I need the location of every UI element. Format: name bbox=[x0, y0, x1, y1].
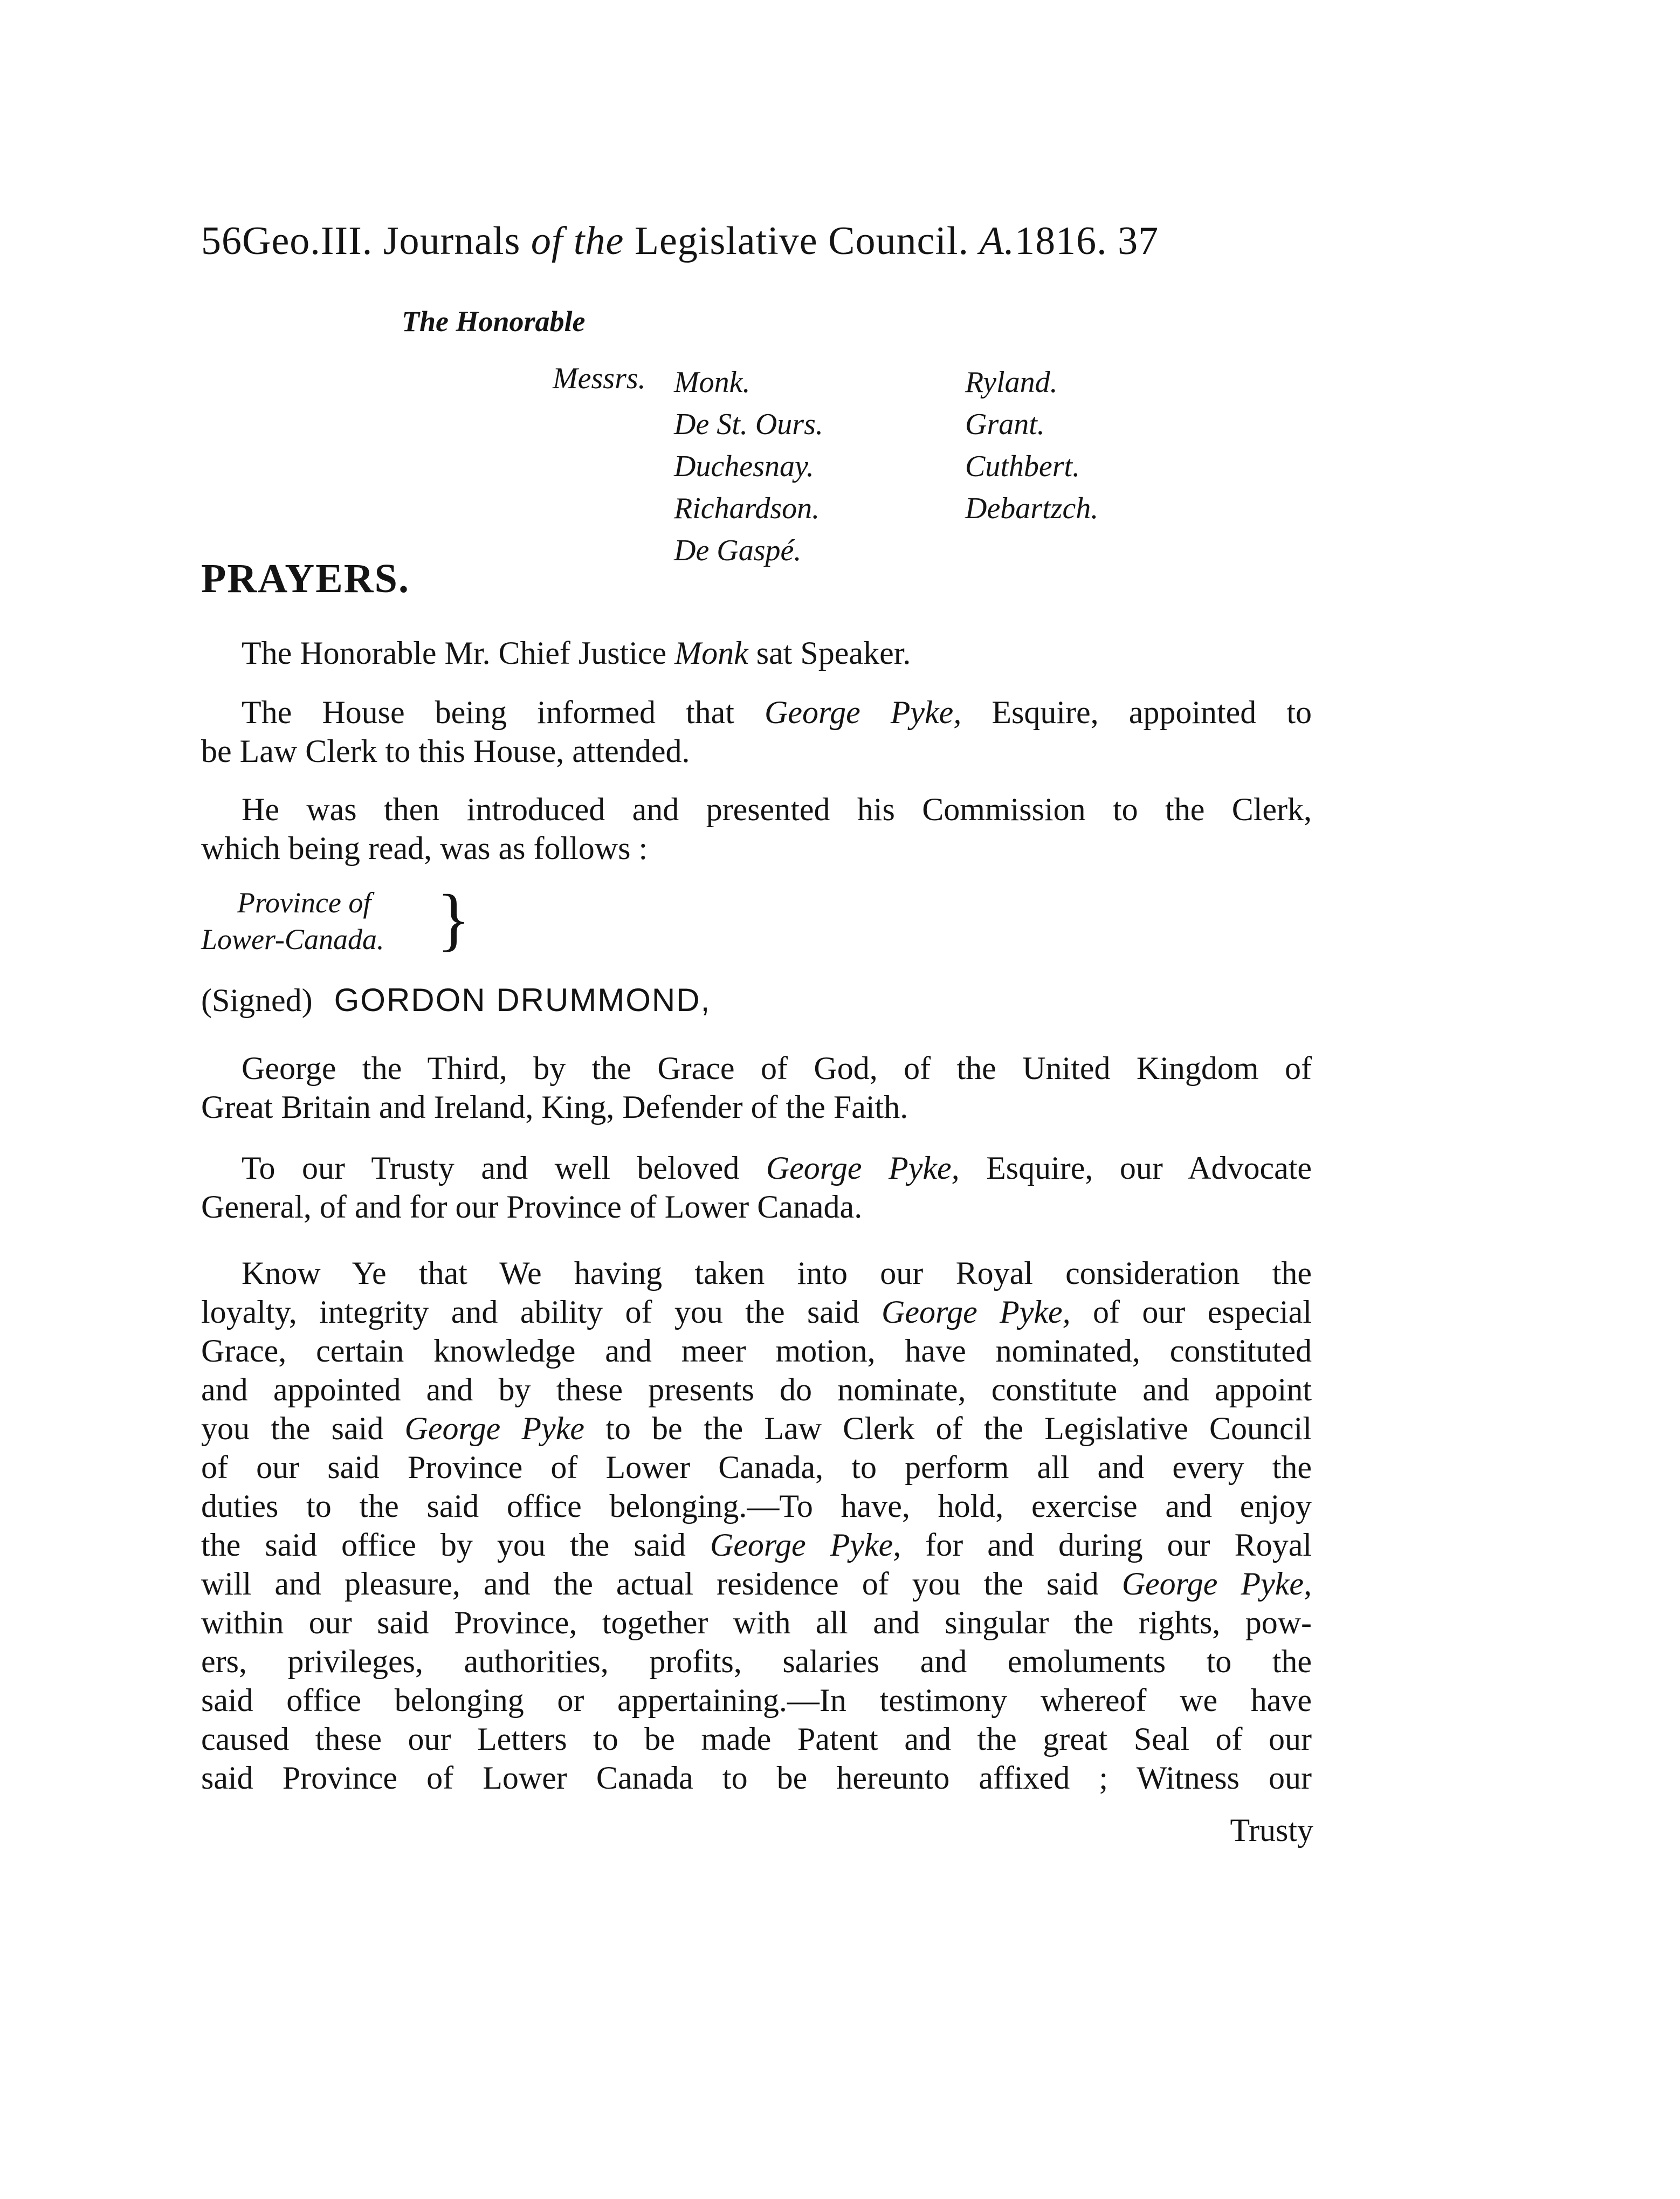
text-line: He was then introduced and presented his Commission to the Clerk, bbox=[242, 792, 1312, 827]
prayers-heading: PRAYERS. bbox=[201, 556, 410, 601]
page-number: 37 bbox=[1118, 219, 1159, 263]
text-line: George the Third, by the Grace of God, of the United Kingdom of bbox=[242, 1050, 1312, 1086]
text-line: said office belonging or appertaining.—In testimony whereof we have bbox=[201, 1682, 1312, 1718]
brace-symbol: } bbox=[437, 881, 471, 958]
text-run: to be the Law Clerk of the Legislative Council bbox=[584, 1411, 1312, 1446]
text-line: which being read, was as follows : bbox=[201, 830, 648, 866]
know-ye-paragraph bbox=[201, 1254, 1312, 1797]
king-paragraph bbox=[201, 1049, 1312, 1126]
text-run: you the said bbox=[201, 1411, 405, 1446]
speaker-paragraph bbox=[201, 634, 1312, 672]
person-name: George Pyke, bbox=[1121, 1566, 1312, 1602]
text-line: within our said Province, together with all and singular the rights, pow- bbox=[201, 1605, 1312, 1640]
province-line: Lower-Canada. bbox=[201, 923, 384, 956]
header-journals: Journals bbox=[383, 219, 521, 263]
text-line: and appointed and by these presents do nominate, constitute and appoint bbox=[201, 1372, 1312, 1407]
text-line: caused these our Letters to be made Patent and the great Seal of our bbox=[201, 1721, 1312, 1757]
text-line: of our said Province of Lower Canada, to perform all and every the bbox=[201, 1449, 1312, 1485]
header-of-the: of the bbox=[531, 219, 624, 263]
text-run: The House being informed that bbox=[242, 695, 765, 730]
text-line: said Province of Lower Canada to be hereunto affixed ; Witness our bbox=[201, 1760, 1312, 1796]
person-name: George Pyke, bbox=[766, 1150, 960, 1186]
province-block bbox=[201, 884, 384, 958]
text-line: be Law Clerk to this House, attended. bbox=[201, 733, 690, 769]
speaker-text-pre: The Honorable Mr. Chief Justice bbox=[242, 635, 675, 671]
trusty-paragraph bbox=[201, 1149, 1312, 1226]
text-line: Great Britain and Ireland, King, Defender of the Faith. bbox=[201, 1089, 908, 1125]
messrs-label: Messrs. bbox=[553, 362, 646, 395]
text-run: the said office by you the said bbox=[201, 1527, 710, 1563]
text-line: Grace, certain knowledge and meer motion, have nominated, constituted bbox=[201, 1333, 1312, 1369]
member-name: De Gaspé. bbox=[674, 534, 802, 567]
person-name: George Pyke, bbox=[710, 1527, 901, 1563]
header-reign: 56Geo.III. bbox=[201, 219, 373, 263]
text-run: To our Trusty and well beloved bbox=[242, 1150, 766, 1186]
signature-line bbox=[201, 981, 711, 1019]
text-line: General, of and for our Province of Lower Canada. bbox=[201, 1189, 863, 1225]
text-run: Esquire, appointed to bbox=[961, 695, 1312, 730]
header-year-prefix: A. bbox=[979, 219, 1015, 263]
attendance-title: The Honorable bbox=[402, 305, 586, 338]
member-name: Cuthbert. bbox=[965, 450, 1080, 483]
text-run: Esquire, our Advocate bbox=[959, 1150, 1312, 1186]
text-line: ers, privileges, authorities, profits, salaries and emoluments to the bbox=[201, 1644, 1312, 1679]
member-name: De St. Ours. bbox=[674, 408, 823, 441]
member-name: Richardson. bbox=[674, 492, 820, 525]
catchword: Trusty bbox=[1230, 1812, 1313, 1848]
member-name: Monk. bbox=[674, 366, 751, 399]
province-line: Province of bbox=[237, 887, 371, 919]
member-name: Grant. bbox=[965, 408, 1045, 441]
speaker-name: Monk bbox=[674, 635, 748, 671]
signatory-name: GORDON DRUMMOND, bbox=[334, 982, 711, 1018]
text-run: of our especial bbox=[1070, 1294, 1312, 1330]
running-header bbox=[201, 218, 1159, 264]
member-name: Duchesnay. bbox=[674, 450, 814, 483]
commission-paragraph bbox=[201, 790, 1312, 868]
text-run: will and pleasure, and the actual residence of you the said bbox=[201, 1566, 1122, 1602]
header-year: 1816. bbox=[1015, 219, 1107, 263]
text-line: duties to the said office belonging.—To have, hold, exercise and enjoy bbox=[201, 1488, 1312, 1524]
member-name: Ryland. bbox=[965, 366, 1058, 399]
members-column-2 bbox=[965, 361, 1098, 530]
text-run: for and during our Royal bbox=[901, 1527, 1312, 1563]
informed-paragraph bbox=[201, 693, 1312, 771]
text-line: Know Ye that We having taken into our Royal consideration the bbox=[242, 1255, 1312, 1291]
person-name: George Pyke, bbox=[765, 695, 962, 730]
header-council: Legislative Council. bbox=[634, 219, 969, 263]
member-name: Debartzch. bbox=[965, 492, 1099, 525]
person-name: George Pyke bbox=[404, 1411, 584, 1446]
speaker-text-post: sat Speaker. bbox=[748, 635, 911, 671]
person-name: George Pyke, bbox=[882, 1294, 1071, 1330]
members-column-1 bbox=[674, 361, 823, 572]
text-run: loyalty, integrity and ability of you the said bbox=[201, 1294, 882, 1330]
signed-label: (Signed) bbox=[201, 982, 313, 1018]
